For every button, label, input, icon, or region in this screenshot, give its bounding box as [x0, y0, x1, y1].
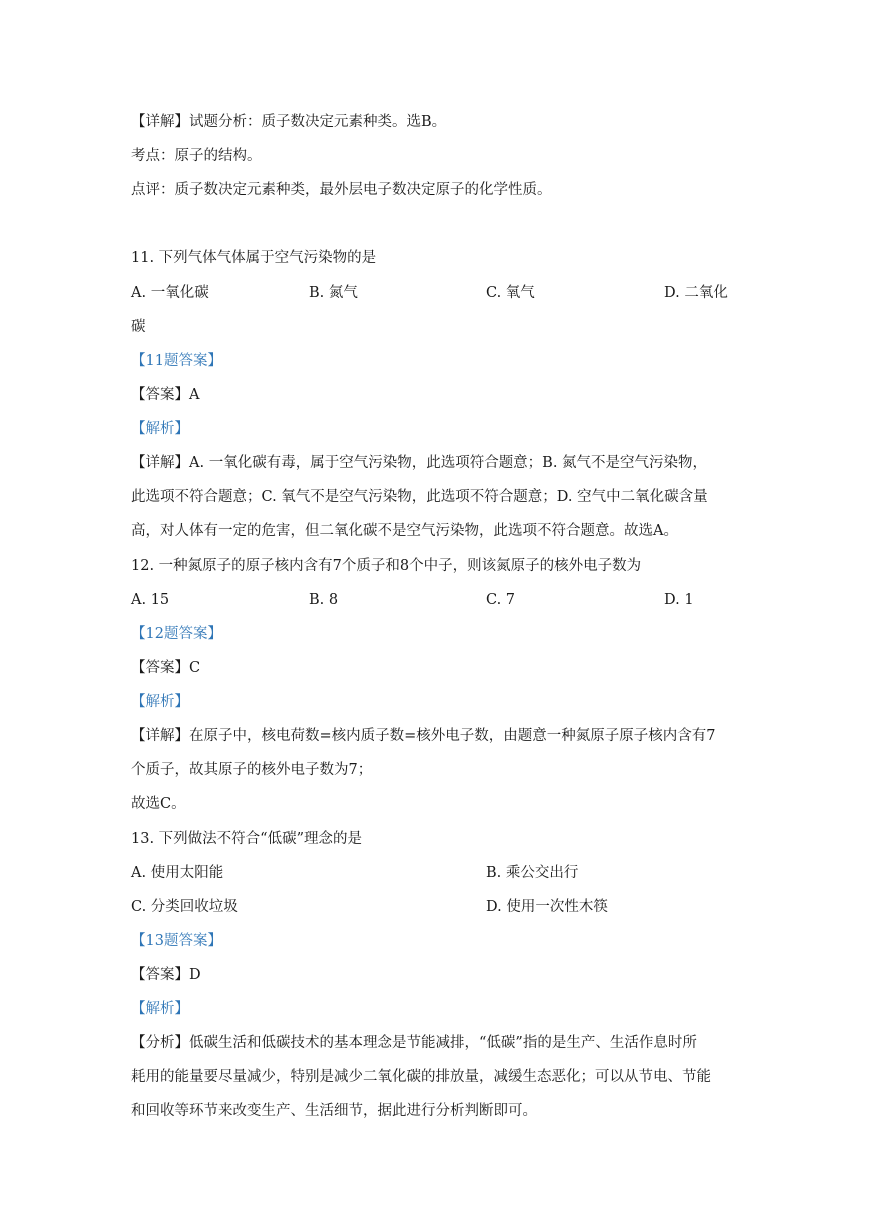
- q10-detail: 【详解】试题分析：质子数决定元素种类。选B。: [131, 114, 447, 130]
- q11-option-d-wrap: 碳: [131, 319, 146, 335]
- q11-detail-line: 高，对人体有一定的危害，但二氧化碳不是空气污染物，此选项不符合题意。故选A。: [131, 523, 678, 539]
- q12-analysis-header: 【解析】: [131, 694, 189, 710]
- q12-detail-line: 故选C。: [131, 796, 186, 812]
- q12-option-d: D. 1: [664, 592, 694, 608]
- q13-option-a: A. 使用太阳能: [131, 865, 224, 881]
- q12-option-c: C. 7: [486, 592, 516, 608]
- q12-stem: 12. 一种氮原子的原子核内含有7个质子和8个中子，则该氮原子的核外电子数为: [131, 558, 642, 574]
- q13-analysis-line: 耗用的能量要尽量减少，特别是减少二氧化碳的排放量，减缓生态恶化；可以从节电、节能: [131, 1069, 711, 1085]
- q11-analysis-header: 【解析】: [131, 421, 189, 437]
- q13-answer: 【答案】D: [131, 967, 201, 983]
- q13-analysis-line: 【分析】低碳生活和低碳技术的基本理念是节能减排，“低碳”指的是生产、生活作息时所: [131, 1035, 697, 1051]
- q11-option-a: A. 一氧化碳: [131, 285, 209, 301]
- q11-option-b: B. 氮气: [309, 285, 358, 301]
- q12-answer-header: 【12题答案】: [131, 626, 222, 642]
- q11-option-c: C. 氧气: [486, 285, 535, 301]
- q13-stem: 13. 下列做法不符合“低碳”理念的是: [131, 831, 362, 847]
- q13-analysis-header: 【解析】: [131, 1001, 189, 1017]
- q10-kaodian: 考点：原子的结构。: [131, 148, 262, 164]
- q13-option-c: C. 分类回收垃圾: [131, 899, 238, 915]
- q12-answer: 【答案】C: [131, 660, 201, 676]
- q12-option-b: B. 8: [309, 592, 339, 608]
- q11-answer-header: 【11题答案】: [131, 353, 222, 369]
- q13-answer-header: 【13题答案】: [131, 933, 222, 949]
- q10-dianping: 点评：质子数决定元素种类，最外层电子数决定原子的化学性质。: [131, 182, 552, 198]
- q13-analysis-line: 和回收等环节来改变生产、生活细节，据此进行分析判断即可。: [131, 1103, 537, 1119]
- q13-option-d: D. 使用一次性木筷: [486, 899, 608, 915]
- q11-detail-line: 此选项不符合题意；C. 氧气不是空气污染物，此选项不符合题意；D. 空气中二氧化碳含量: [131, 489, 708, 505]
- q11-detail-line: 【详解】A. 一氧化碳有毒，属于空气污染物，此选项符合题意；B. 氮气不是空气污染物，: [131, 455, 708, 471]
- q11-answer: 【答案】A: [131, 387, 200, 403]
- q12-detail-line: 个质子，故其原子的核外电子数为7；: [131, 762, 373, 778]
- q11-stem: 11. 下列气体气体属于空气污染物的是: [131, 250, 377, 266]
- q12-detail-line: 【详解】在原子中，核电荷数=核内质子数=核外电子数，由题意一种氮原子原子核内含有7: [131, 728, 716, 744]
- q12-option-a: A. 15: [131, 592, 170, 608]
- q13-option-b: B. 乘公交出行: [486, 865, 579, 881]
- q11-option-d: D. 二氧化: [664, 285, 728, 301]
